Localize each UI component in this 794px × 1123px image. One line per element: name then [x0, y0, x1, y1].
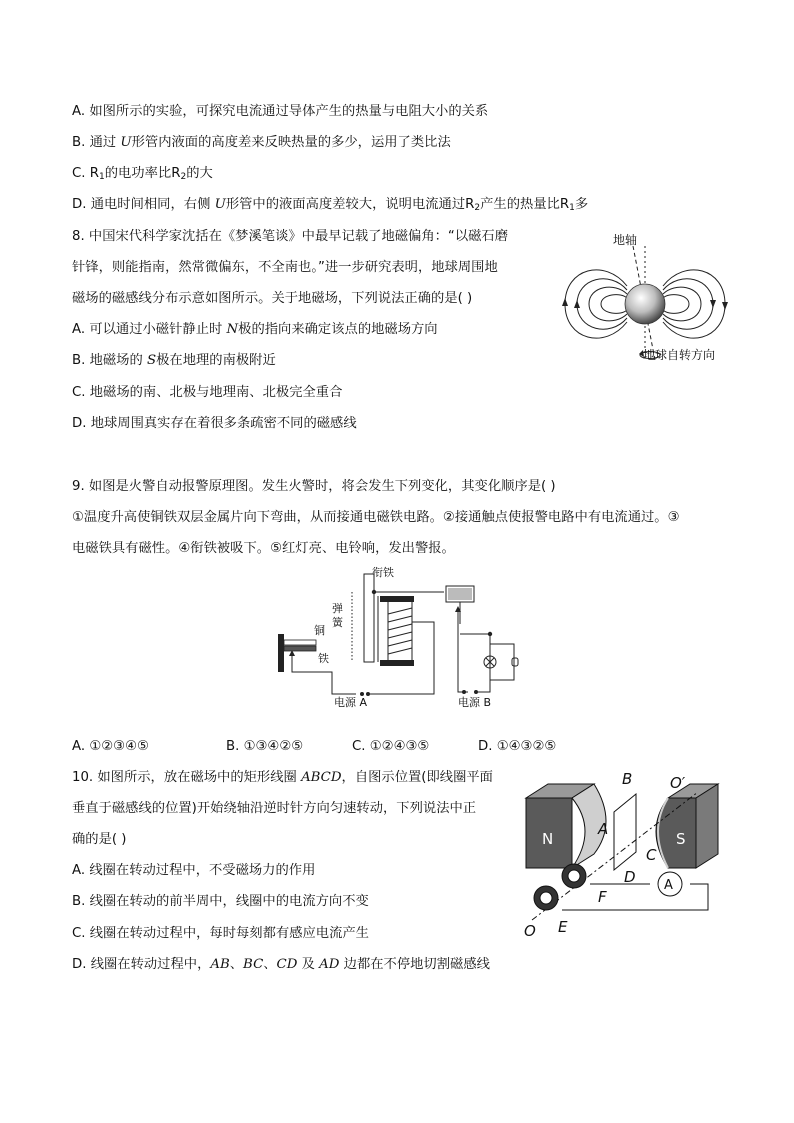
ammeter-label: A [664, 878, 673, 893]
armature-label: 衔铁 [372, 566, 394, 579]
generator-coil-figure [518, 768, 722, 940]
q9-option-a: A. ①②③④⑤ [72, 739, 149, 754]
brush-e-label: E [558, 918, 568, 936]
source-b-label: 电源 B [458, 696, 492, 709]
copper-label: 铜 [314, 624, 325, 637]
q7-option-b: B. 通过 U形管内液面的高度差来反映热量的多少，运用了类比法 [72, 135, 451, 150]
q9-option-c: C. ①②④③⑤ [352, 739, 430, 754]
fire-alarm-circuit-figure [276, 562, 526, 710]
q7-option-d: D. 通电时间相同，右侧 U形管中的液面高度差较大，说明电流通过$R_2$产生的热量比$R_1$多 [72, 197, 589, 213]
q8-stem-line-2: 针锋，则能指南，然常微偏东，不全南也。”进一步研究表明，地球周围地 [72, 260, 498, 275]
magnet-s-label: S [676, 830, 686, 848]
q10-option-a: A. 线圈在转动过程中，不受磁场力的作用 [72, 863, 316, 878]
q10-stem-line-3: 确的是( ) [72, 832, 127, 847]
q8-option-a: A. 可以通过小磁针静止时 N极的指向来确定该点的地磁场方向 [72, 322, 438, 337]
coil-d-label: D [624, 868, 636, 886]
coil-a-label: A [598, 820, 609, 838]
q10-option-d: D. 线圈在转动过程中，AB、BC、CD 及 AD 边都在不停地切割磁感线 [72, 957, 490, 972]
magnet-n-label: N [542, 830, 554, 848]
q10-option-b: B. 线圈在转动的前半周中，线圈中的电流方向不变 [72, 894, 369, 909]
earth-axis-label: 地轴 [613, 233, 638, 247]
iron-label: 铁 [318, 652, 329, 665]
axis-o-prime-label: O′ [670, 774, 686, 792]
q9-option-d: D. ①④③②⑤ [478, 739, 557, 754]
earth-rotation-label: 地球自转方向 [643, 348, 716, 362]
q8-stem-line-1: 8. 中国宋代科学家沈括在《梦溪笔谈》中最早记载了地磁偏角：“以磁石磨 [72, 229, 509, 244]
q10-stem-line-2: 垂直于磁感线的位置)开始绕轴沿逆时针方向匀速转动，下列说法中正 [72, 801, 477, 816]
q7-option-a: A. 如图所示的实验，可探究电流通过导体产生的热量与电阻大小的关系 [72, 104, 489, 119]
q7-option-c: C. $R_1$的电功率比$R_2$的大 [72, 166, 213, 182]
source-a-label: 电源 A [334, 696, 368, 709]
q9-stem-line-2: ①温度升高使铜铁双层金属片向下弯曲，从而接通电磁铁电路。②接通触点使报警电路中有电流通过。③ [72, 510, 680, 525]
coil-b-label: B [622, 770, 633, 788]
q8-option-d: D. 地球周围真实存在着很多条疏密不同的磁感线 [72, 416, 357, 431]
axis-o-label: O [524, 922, 536, 940]
q10-stem-line-1: 10. 如图所示，放在磁场中的矩形线圈 ABCD，自图示位置(即线圈平面 [72, 770, 493, 785]
spring-label-2: 簧 [332, 616, 343, 629]
q10-option-c: C. 线圈在转动过程中，每时每刻都有感应电流产生 [72, 926, 369, 941]
coil-c-label: C [646, 846, 657, 864]
q8-option-b: B. 地磁场的 S极在地理的南极附近 [72, 353, 276, 368]
spring-label-1: 弹 [332, 602, 343, 615]
q9-stem-line-3: 电磁铁具有磁性。④衔铁被吸下。⑤红灯亮、电铃响，发出警报。 [72, 541, 455, 556]
q8-stem-line-3: 磁场的磁感线分布示意如图所示。关于地磁场，下列说法正确的是( ) [72, 291, 473, 306]
q9-stem-line-1: 9. 如图是火警自动报警原理图。发生火警时，将会发生下列变化，其变化顺序是( ) [72, 479, 556, 494]
q8-option-c: C. 地磁场的南、北极与地理南、北极完全重合 [72, 385, 343, 400]
brush-f-label: F [598, 888, 607, 906]
earth-magnetic-field-figure [555, 228, 735, 368]
q9-option-b: B. ①③④②⑤ [226, 739, 304, 754]
